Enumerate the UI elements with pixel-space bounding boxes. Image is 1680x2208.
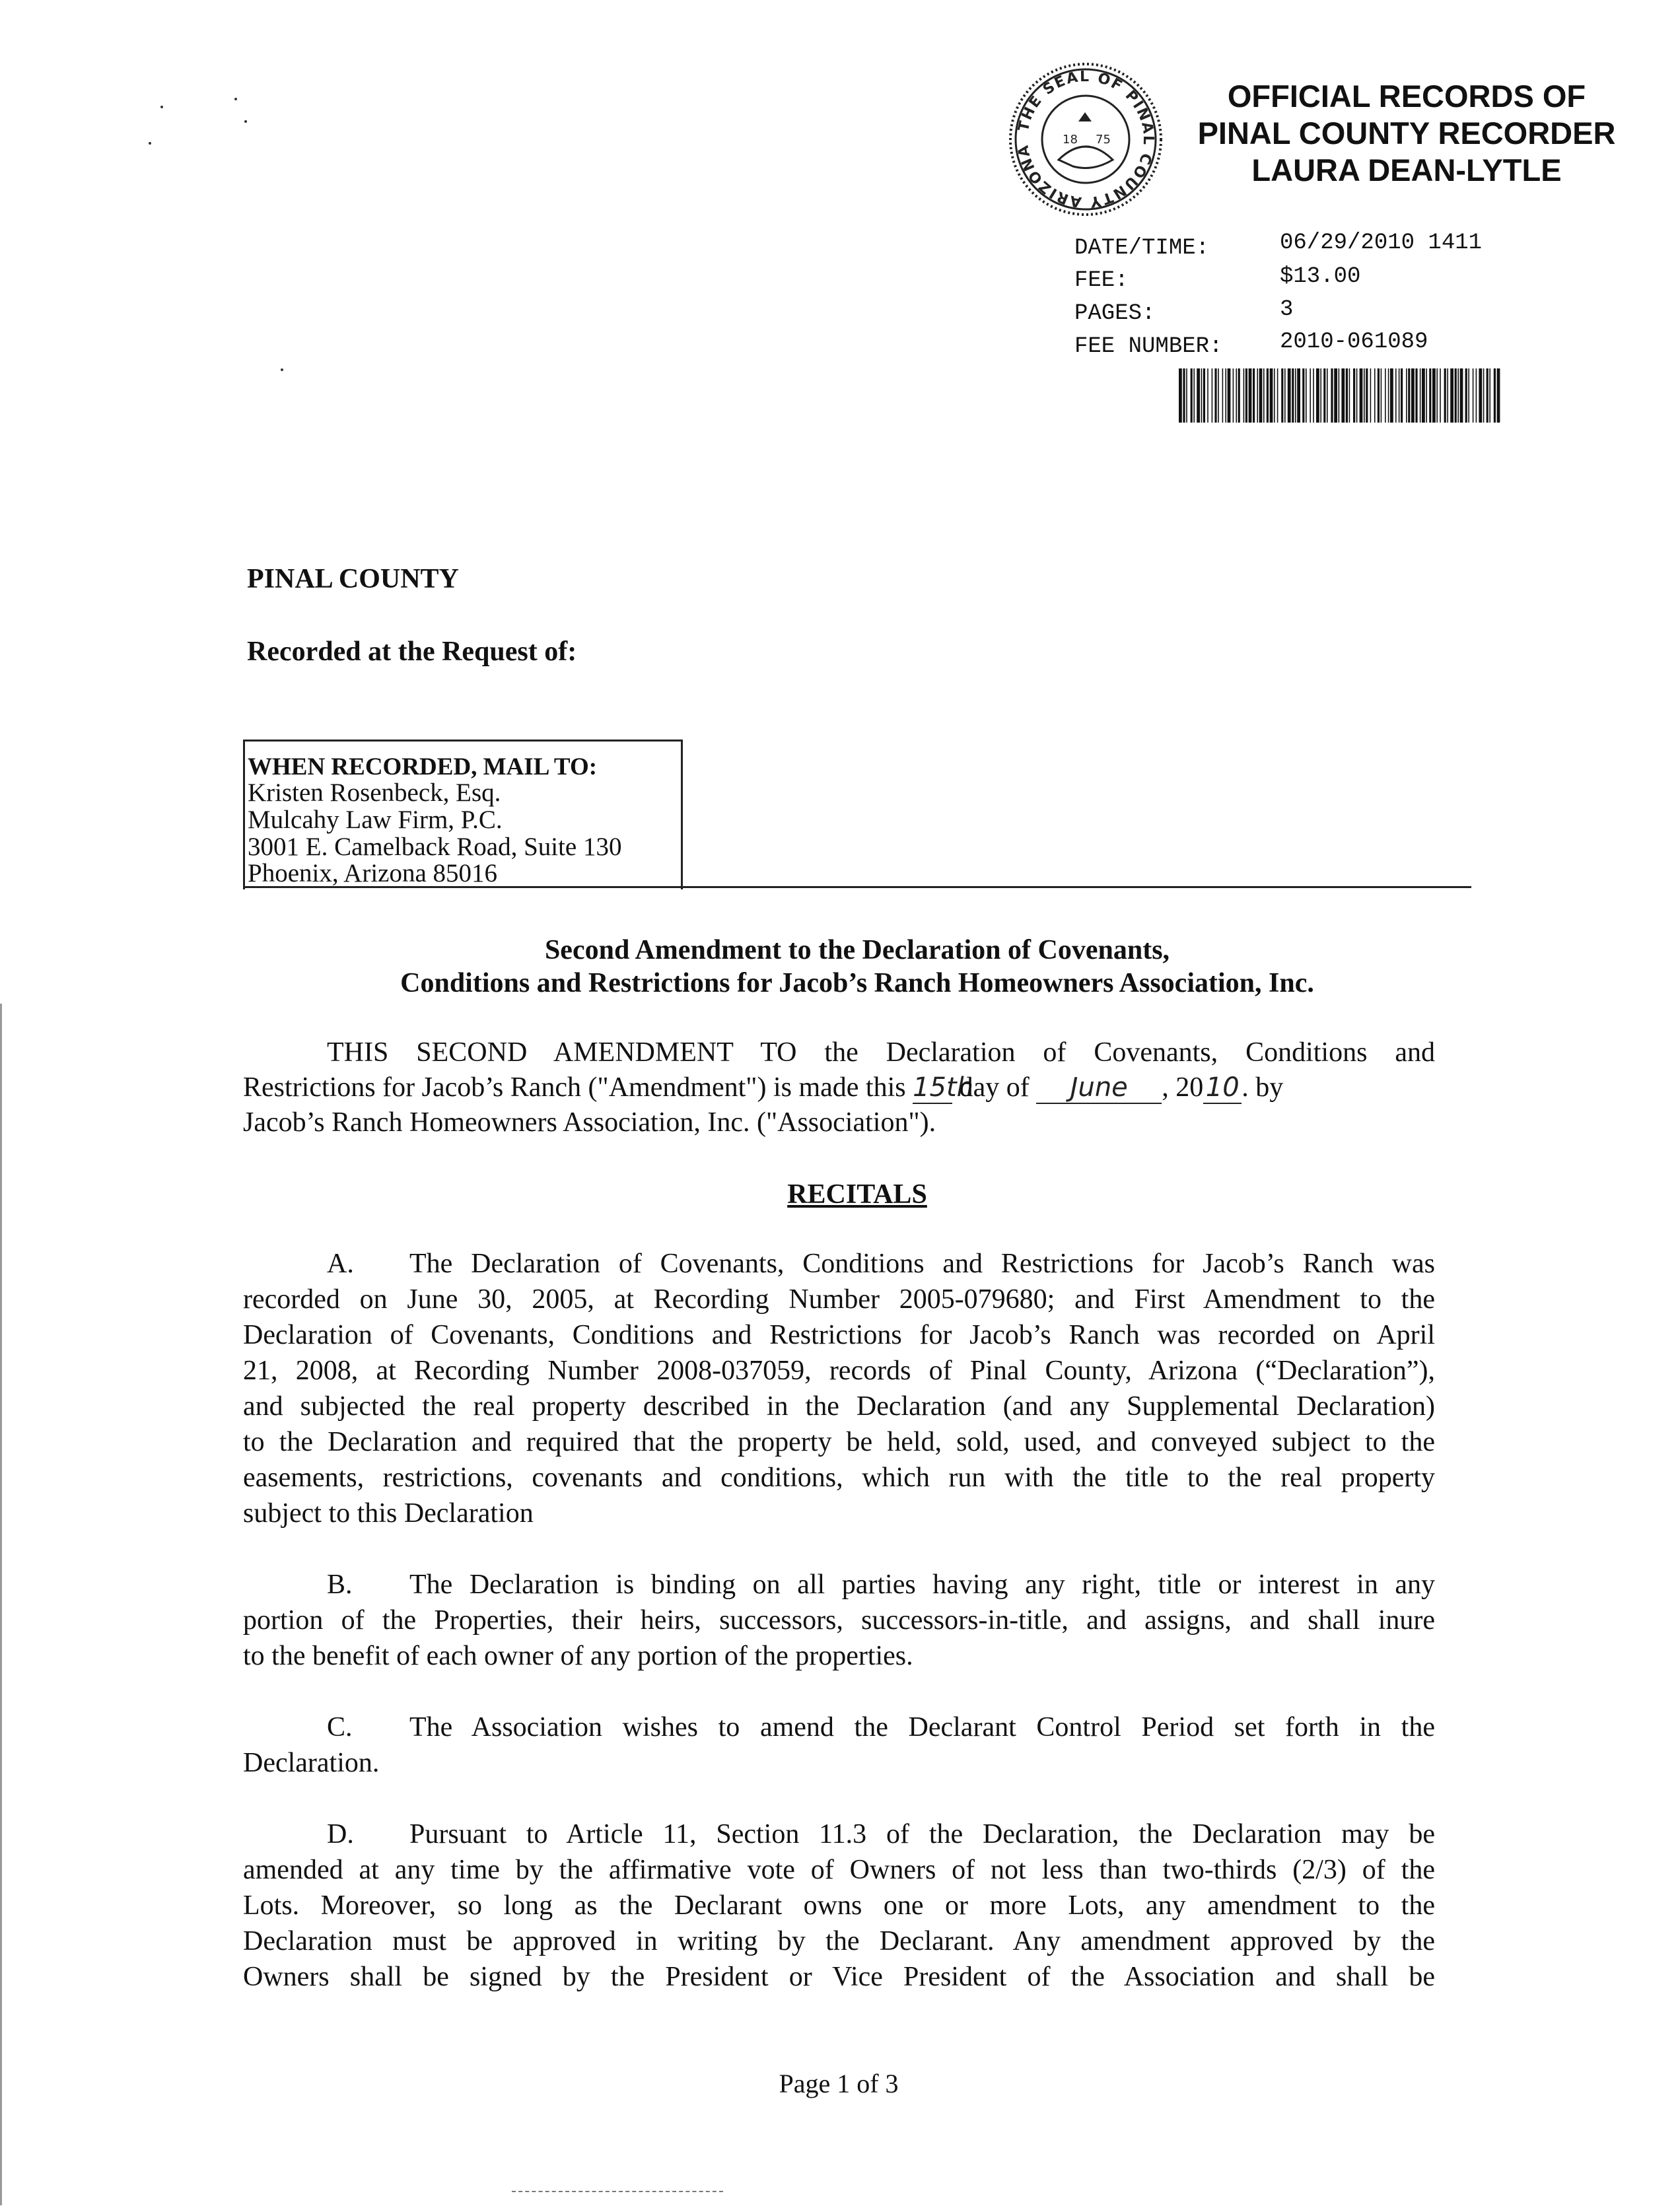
barcode-bar	[1489, 368, 1490, 423]
barcode-bar	[1450, 368, 1453, 423]
intro-line-2	[243, 1070, 1445, 1105]
barcode-bar	[1233, 368, 1234, 423]
scan-speck	[234, 98, 237, 100]
barcode-bar	[1440, 368, 1441, 423]
barcode-bar	[1455, 368, 1457, 423]
barcode-bar	[1243, 368, 1245, 423]
barcode-bar	[1381, 368, 1382, 423]
barcode-bar	[1460, 368, 1463, 423]
mail-to-line: 3001 E. Camelback Road, Suite 130	[248, 833, 622, 861]
mail-to-line: Mulcahy Law Firm, P.C.	[248, 806, 503, 834]
barcode-bar	[1356, 368, 1358, 423]
recital-d-label: D.	[327, 1819, 354, 1849]
barcode-bar	[1366, 368, 1368, 423]
barcode-bar	[1360, 368, 1363, 423]
barcode-bar	[1385, 368, 1386, 423]
recital-c-line: The Association wishes to amend the Declarant Control Period set forth in the	[409, 1712, 1435, 1742]
barcode-bar	[1331, 368, 1333, 423]
barcode-bar	[1447, 368, 1448, 423]
barcode-bar	[1415, 368, 1417, 423]
seal-year-left: 18	[1063, 133, 1078, 147]
page-number: Page 1 of 3	[779, 2069, 899, 2098]
scan-speck	[149, 142, 151, 145]
recital-b-line: to the benefit of each owner of any portion of the properties.	[243, 1641, 913, 1671]
barcode-bar	[1225, 368, 1226, 423]
barcode-bar	[1408, 368, 1410, 423]
intro-line-2-end: . by	[1242, 1072, 1284, 1103]
barcode-bar	[1411, 368, 1415, 423]
barcode-bar	[1179, 368, 1182, 423]
meta-value-datetime: 06/29/2010 1411	[1280, 230, 1483, 256]
barcode-bar	[1432, 368, 1436, 423]
mail-to-line: Kristen Rosenbeck, Esq.	[248, 778, 501, 807]
recital-a-line: subject to this Declaration	[243, 1498, 534, 1529]
recorded-request-label: Recorded at the Request of:	[247, 637, 577, 667]
barcode-bar	[1487, 368, 1488, 423]
barcode-bar	[1320, 368, 1321, 423]
barcode-bar	[1399, 368, 1400, 423]
svg-text:THE SEAL OF PINAL COUNTY ARIZO: THE SEAL OF PINAL COUNTY ARIZONA	[1015, 68, 1157, 211]
barcode-bar	[1353, 368, 1355, 423]
barcode-bar	[1406, 368, 1407, 423]
recital-d-line: amended at any time by the affirmative vote of Owners of not less than two-thirds (2/3) of the	[243, 1855, 1435, 1885]
barcode-bar	[1284, 368, 1286, 423]
barcode-bar	[1341, 368, 1345, 423]
barcode-bar	[1313, 368, 1314, 423]
barcode-bar	[1457, 368, 1459, 423]
barcode-bar	[1212, 368, 1213, 423]
barcode-bar	[1183, 368, 1185, 423]
scan-speck	[160, 106, 163, 108]
recital-c-label: C.	[327, 1712, 353, 1742]
intro-year-prefix: , 20	[1162, 1072, 1204, 1103]
barcode-bar	[1395, 368, 1397, 423]
seal-year-right: 75	[1096, 133, 1111, 147]
recital-c-line: Declaration.	[243, 1748, 380, 1778]
recorder-title-line-3: LAURA DEAN-LYTLE	[1251, 153, 1562, 188]
mail-to-heading: WHEN RECORDED, MAIL TO:	[248, 753, 598, 780]
handwritten-year: 10	[1203, 1072, 1242, 1104]
barcode-bar	[1197, 368, 1200, 423]
recital-a-label: A.	[327, 1249, 354, 1279]
barcode-bar	[1259, 368, 1263, 423]
barcode-bar	[1218, 368, 1219, 423]
barcode-bar	[1257, 368, 1258, 423]
barcode-bar	[1292, 368, 1294, 423]
barcode-bar	[1249, 368, 1252, 423]
barcode-bar	[1388, 368, 1389, 423]
recitals-heading: RECITALS	[787, 1179, 927, 1210]
barcode-bar	[1420, 368, 1421, 423]
barcode-bar	[1277, 368, 1278, 423]
scan-speck	[244, 120, 247, 123]
recorder-title-line-2: PINAL COUNTY RECORDER	[1197, 116, 1616, 151]
recital-d-line: Owners shall be signed by the President or Vice President of the Association and shall be	[243, 1962, 1435, 1992]
scan-speck	[281, 368, 283, 371]
barcode-bar	[1214, 368, 1216, 423]
barcode-bar	[1302, 368, 1304, 423]
barcode-bar	[1339, 368, 1340, 423]
recital-a-line: 21, 2008, at Recording Number 2008-037059, records of Pinal County, Arizona (“Declaration”),	[243, 1356, 1435, 1386]
barcode-bar	[1473, 368, 1474, 423]
separator-rule	[243, 886, 1471, 888]
barcode-bar	[1203, 368, 1205, 423]
intro-line-2-start: Restrictions for Jacob’s Ranch ("Amendment") is made this	[243, 1072, 906, 1103]
barcode-bar	[1316, 368, 1319, 423]
meta-value-fee: $13.00	[1280, 264, 1361, 289]
handwritten-month: June	[1036, 1072, 1162, 1104]
barcode-bar	[1323, 368, 1325, 423]
barcode-bar	[1222, 368, 1224, 423]
barcode-bar	[1378, 368, 1380, 423]
recital-a-line: to the Declaration and required that the property be held, sold, used, and conveyed subject to the	[243, 1427, 1435, 1457]
handwritten-day: 15th	[913, 1072, 974, 1103]
intro-line-1: THIS SECOND AMENDMENT TO the Declaration of Covenants, Conditions and	[327, 1037, 1435, 1068]
meta-label-pages: PAGES:	[1074, 301, 1156, 326]
recital-b-line: The Declaration is binding on all parties having any right, title or interest in any	[409, 1570, 1435, 1600]
barcode-bar	[1193, 368, 1195, 423]
meta-label-fee: FEE:	[1074, 268, 1129, 293]
scan-edge-line	[0, 1004, 2, 2205]
barcode-bar	[1236, 368, 1237, 423]
barcode-bar	[1263, 368, 1265, 423]
barcode-bar	[1468, 368, 1469, 423]
barcode-bar	[1370, 368, 1372, 423]
barcode-bar	[1327, 368, 1328, 423]
barcode-bar	[1310, 368, 1311, 423]
barcode-bar	[1390, 368, 1393, 423]
barcode-bar	[1253, 368, 1255, 423]
document-title-line-1: Second Amendment to the Declaration of Covenants,	[544, 935, 1170, 965]
scan-edge-mark	[512, 2191, 723, 2192]
county-seal-icon	[1007, 61, 1164, 218]
recital-d-line: Lots. Moreover, so long as the Declarant owns one or more Lots, any amendment to the	[243, 1890, 1435, 1921]
barcode-bar	[1476, 368, 1477, 423]
barcode-bar	[1270, 368, 1273, 423]
barcode-bar	[1207, 368, 1208, 423]
recital-a-line: recorded on June 30, 2005, at Recording Number 2005-079680; and First Amendment to the	[243, 1284, 1435, 1315]
barcode-bar	[1364, 368, 1365, 423]
barcode-bar	[1191, 368, 1193, 423]
mail-to-line: Phoenix, Arizona 85016	[248, 859, 498, 887]
recital-a-line: and subjected the real property described in the Declaration (and any Supplemental Declaration)	[243, 1391, 1435, 1422]
barcode-bar	[1349, 368, 1350, 423]
barcode-bar	[1346, 368, 1348, 423]
recital-a-line: Declaration of Covenants, Conditions and Restrictions for Jacob’s Ranch was recorded on April	[243, 1320, 1435, 1350]
barcode-bar	[1465, 368, 1467, 423]
county-name: PINAL COUNTY	[247, 564, 459, 594]
barcode-bar	[1374, 368, 1376, 423]
recital-a-line: easements, restrictions, covenants and conditions, which run with the title to the real property	[243, 1463, 1435, 1493]
barcode-bar	[1186, 368, 1187, 423]
meta-label-datetime: DATE/TIME:	[1074, 236, 1210, 261]
barcode-bar	[1334, 368, 1337, 423]
barcode-bar	[1245, 368, 1247, 423]
barcode-bar	[1429, 368, 1431, 423]
meta-label-fee-number: FEE NUMBER:	[1074, 334, 1223, 359]
recital-a-line: The Declaration of Covenants, Conditions and Restrictions for Jacob’s Ranch was	[409, 1249, 1435, 1279]
barcode-bar	[1483, 368, 1485, 423]
meta-value-fee-number: 2010-061089	[1280, 329, 1428, 355]
barcode-bar	[1306, 368, 1307, 423]
barcode-bar	[1228, 368, 1231, 423]
barcode-bar	[1267, 368, 1269, 423]
meta-value-pages: 3	[1280, 297, 1294, 322]
barcode-bar	[1494, 368, 1496, 423]
document-title-line-2: Conditions and Restrictions for Jacob’s Ranch Homeowners Association, Inc.	[400, 968, 1314, 998]
barcode-bar	[1426, 368, 1427, 423]
barcode-bar	[1297, 368, 1300, 423]
barcode-bar	[1401, 368, 1403, 423]
barcode-bar	[1479, 368, 1482, 423]
barcode-bar	[1444, 368, 1446, 423]
barcode-icon	[1177, 368, 1502, 423]
barcode-bar	[1295, 368, 1296, 423]
barcode-bar	[1281, 368, 1283, 423]
recital-b-label: B.	[327, 1570, 353, 1600]
recital-d-line: Declaration must be approved in writing by the Declarant. Any amendment approved by the	[243, 1926, 1435, 1956]
recorder-title-line-1: OFFICIAL RECORDS OF	[1227, 79, 1586, 114]
intro-line-3: Jacob’s Ranch Homeowners Association, Inc. ("Association").	[243, 1107, 936, 1138]
barcode-bar	[1422, 368, 1425, 423]
barcode-bar	[1238, 368, 1240, 423]
recital-b-line: portion of the Properties, their heirs, successors, successors-in-title, and assigns, and shall inure	[243, 1605, 1435, 1636]
intro-line-2-mid: day of	[959, 1072, 1030, 1103]
recital-d-line: Pursuant to Article 11, Section 11.3 of the Declaration, the Declaration may be	[409, 1819, 1435, 1849]
barcode-bar	[1436, 368, 1438, 423]
barcode-bar	[1201, 368, 1203, 423]
barcode-bar	[1497, 368, 1500, 423]
barcode-bar	[1288, 368, 1291, 423]
barcode-bar	[1274, 368, 1275, 423]
